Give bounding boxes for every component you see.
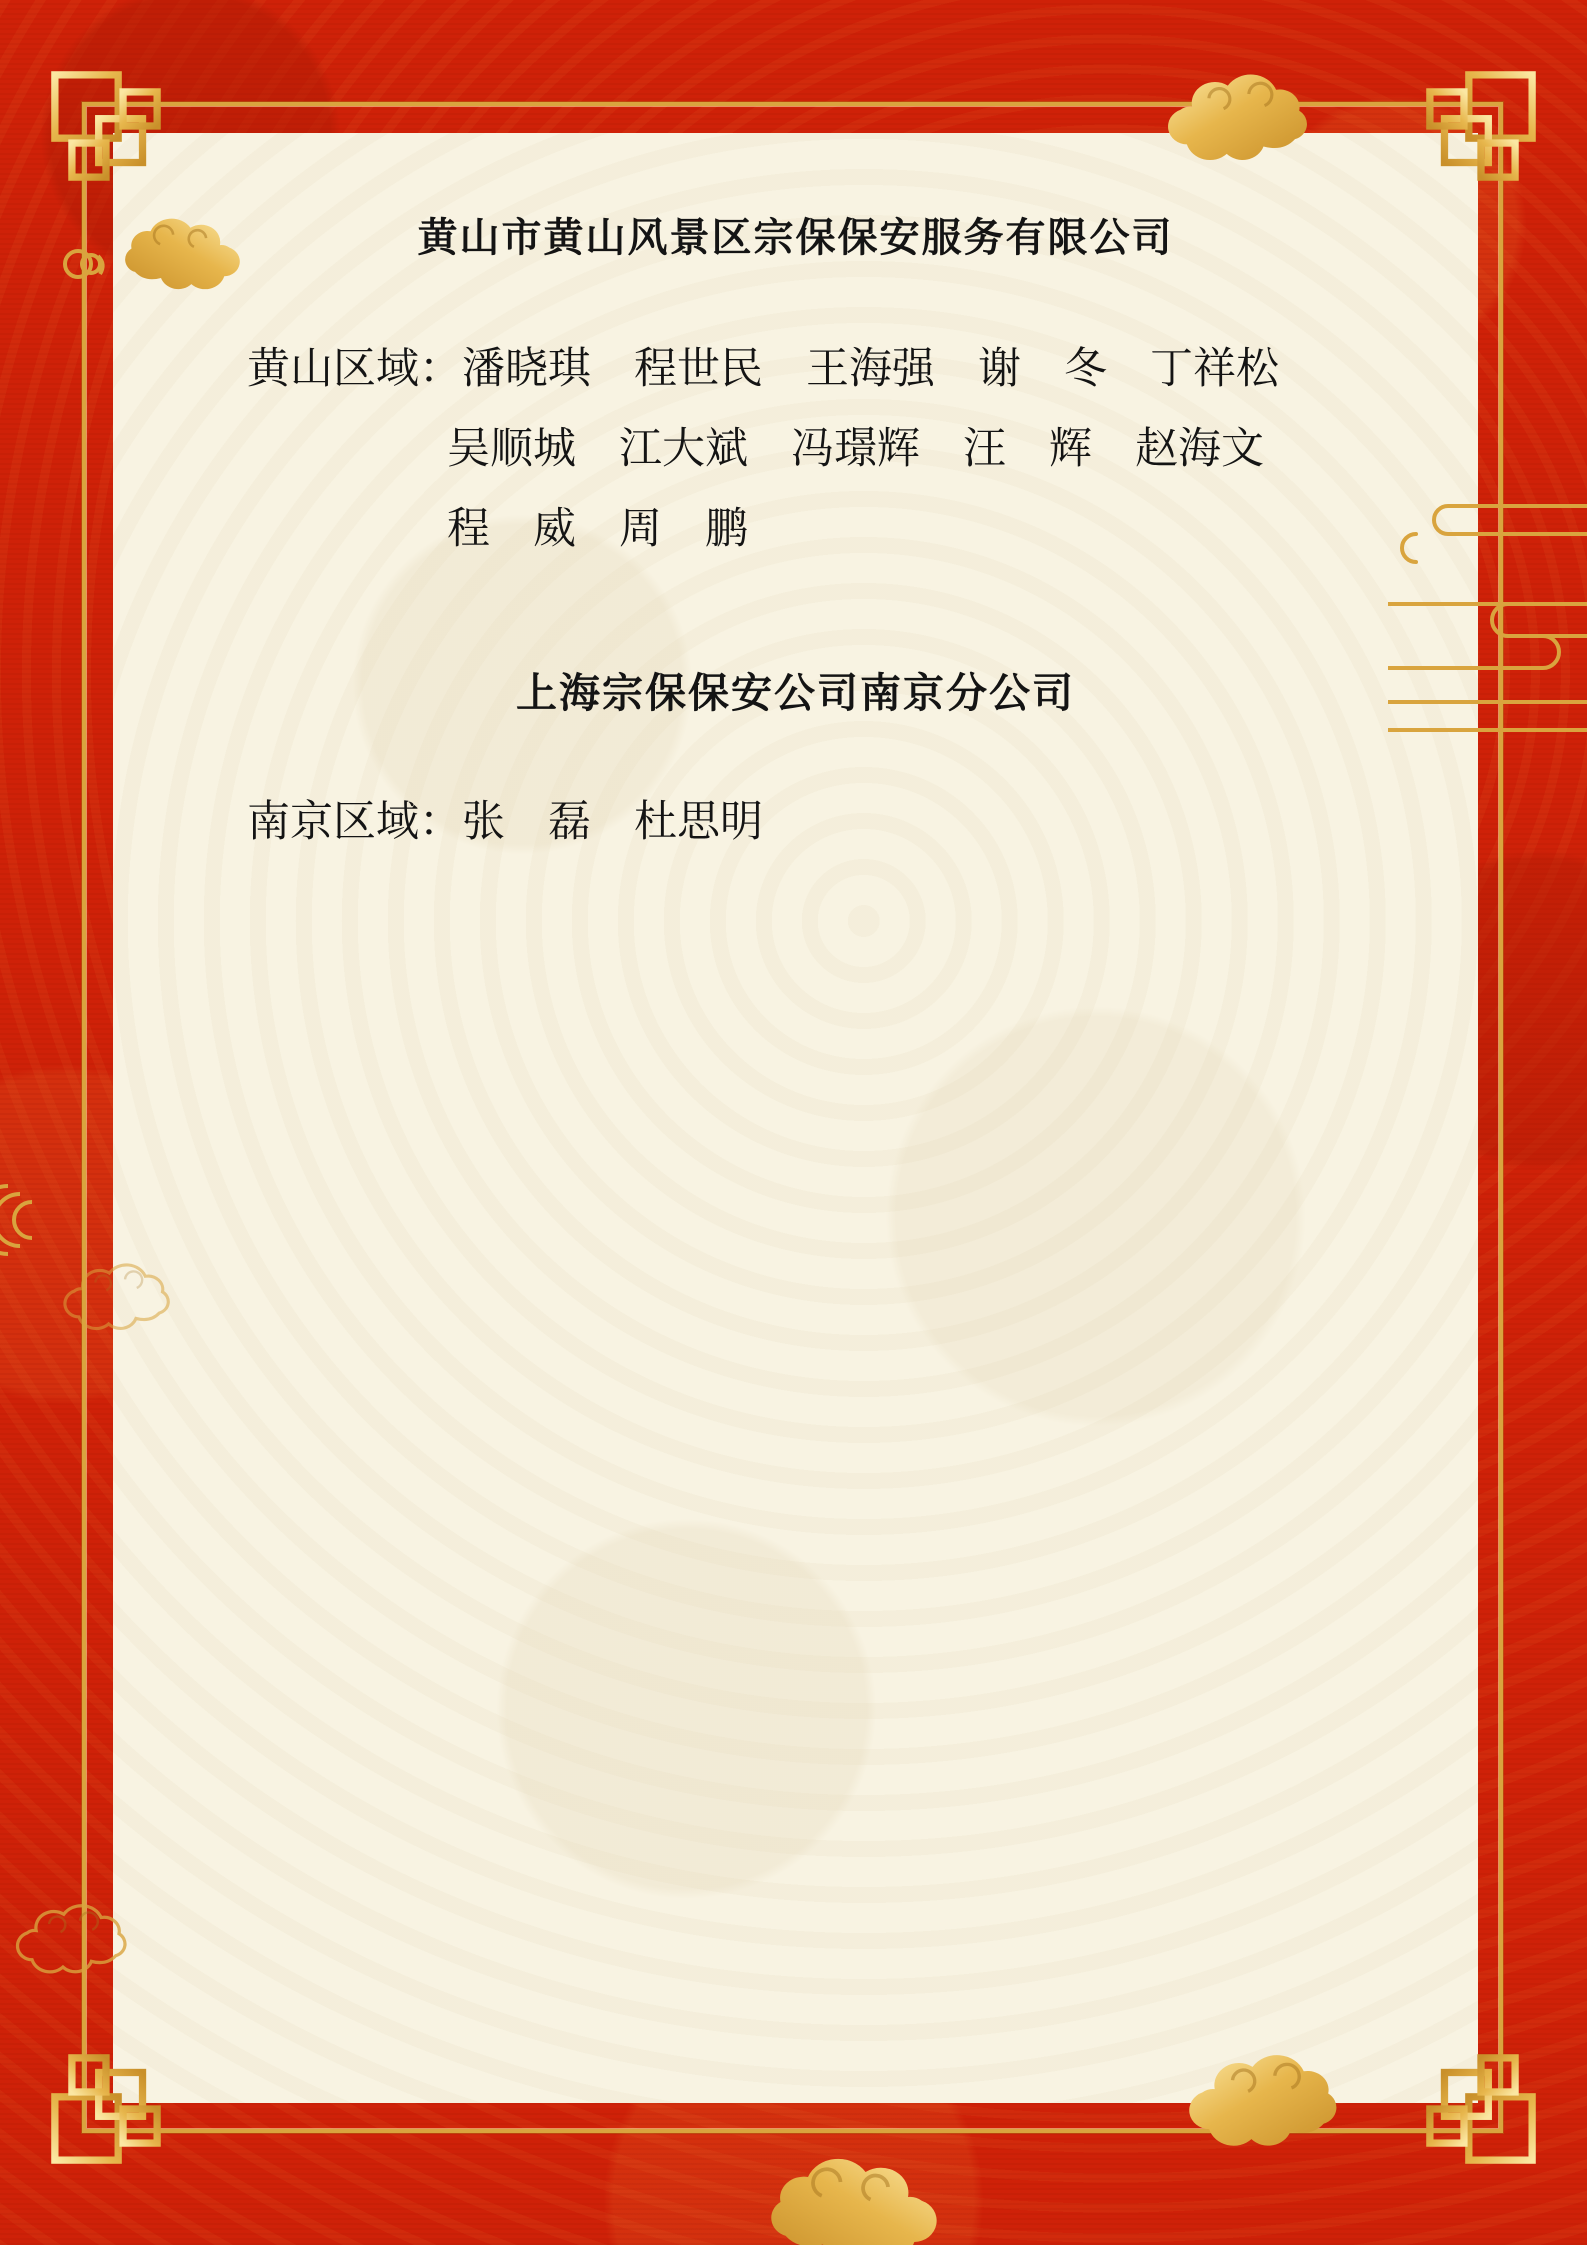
names-line-nanjing-1: 南京区域：张 磊 杜思明 [247, 797, 763, 847]
arcs-icon [0, 1182, 52, 1260]
cloud-outline-icon [50, 1248, 175, 1342]
corner-knot-icon [1425, 70, 1537, 182]
corner-knot-icon [50, 70, 162, 182]
gold-cloud-icon [758, 2132, 963, 2245]
corner-knot-icon [50, 2053, 162, 2165]
company-title-huangshan: 黄山市黄山风景区宗保保安服务有限公司 [417, 214, 1174, 261]
gold-cloud-icon [1148, 52, 1316, 178]
names-line-huangshan-3: 程 威 周 鹏 [447, 504, 748, 554]
corner-knot-icon [1425, 2053, 1537, 2165]
names-line-huangshan-2: 吴顺城 江大斌 冯璟辉 汪 辉 赵海文 [447, 424, 1264, 474]
company-title-nanjing: 上海宗保保安公司南京分公司 [516, 669, 1075, 717]
spiral-cloud-icon [58, 240, 110, 286]
gold-cloud-icon [1168, 2028, 1346, 2168]
names-line-huangshan-1: 黄山区域：潘晓琪 程世民 王海强 谢 冬 丁祥松 [247, 344, 1279, 394]
cloud-outline-icon [2, 1888, 132, 1986]
